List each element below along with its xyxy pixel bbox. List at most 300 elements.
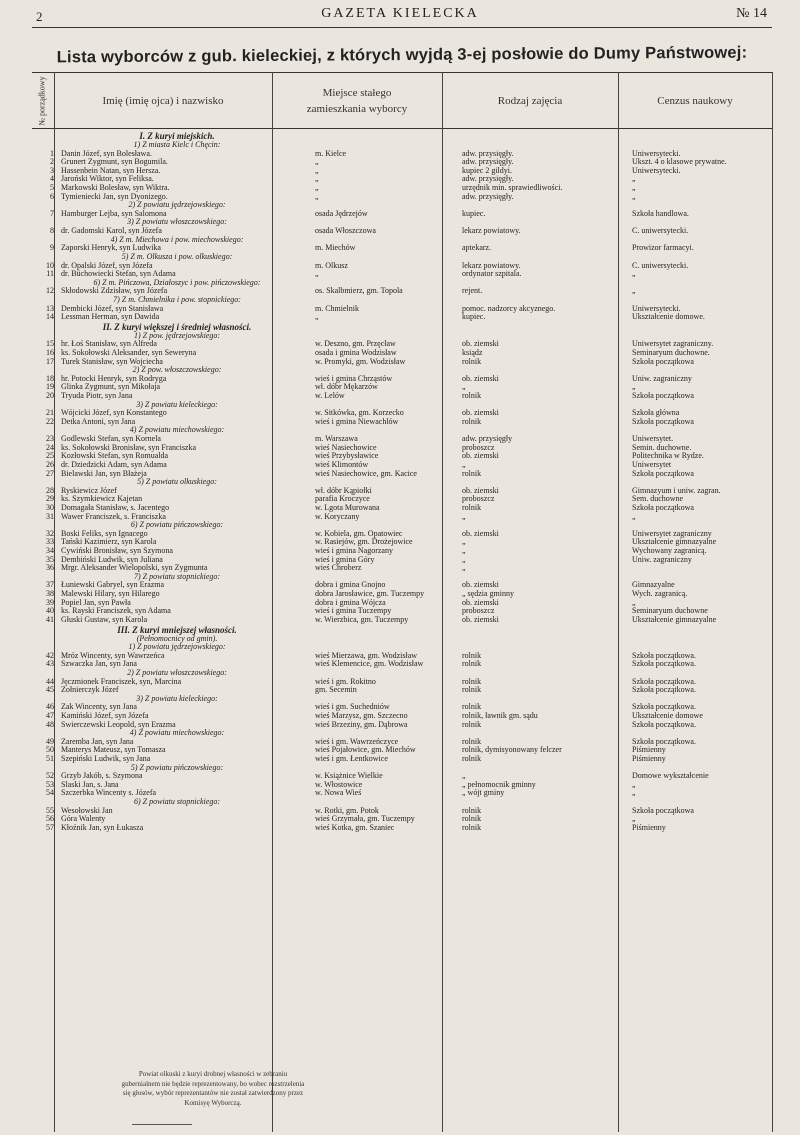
occupation: „ xyxy=(462,460,466,469)
row-number: 4 xyxy=(50,175,54,184)
table-row xyxy=(32,392,772,401)
row-number: 36 xyxy=(46,564,54,573)
occupation: „ xyxy=(462,564,466,573)
occupation: rolnik xyxy=(462,823,482,832)
row-number: 24 xyxy=(46,443,54,452)
elector-name: Tański Kazimierz, syn Karola xyxy=(61,538,157,547)
table-row xyxy=(32,772,772,781)
education: Piśmienny xyxy=(632,746,666,755)
elector-name: hr. Potocki Henryk, syn Rodryga xyxy=(61,374,167,383)
residence: wieś Kotka, gm. Szaniec xyxy=(315,823,395,832)
education: Szkoła początkowa xyxy=(632,806,694,815)
residence: m. Chmielnik xyxy=(315,304,359,313)
heading-text: 3) Z powiatu kieleckiego: xyxy=(136,400,218,409)
subsection-heading xyxy=(32,332,772,341)
elector-name: Ślaski Jan, s. Jana xyxy=(61,780,119,789)
occupation: rolnik xyxy=(462,703,482,712)
subsection-heading xyxy=(32,478,772,487)
row-number: 51 xyxy=(46,755,54,764)
table-row xyxy=(32,556,772,565)
subsection-heading xyxy=(32,236,772,245)
header-occupation: Rodzaj zajęcia xyxy=(497,94,563,107)
residence: wieś Klimontów xyxy=(315,460,369,469)
header-name: Imię (imię ojca) i nazwisko xyxy=(102,94,224,107)
row-number: 23 xyxy=(46,435,54,444)
education: Wych. zagranicą. xyxy=(632,590,688,599)
elector-name: dr. Dziedzicki Adam, syn Adama xyxy=(61,460,167,469)
elector-name: dr. Opalski Józef, syn Józefa xyxy=(61,261,153,270)
heading-text: 6) Z m. Pińczowa, Działoszyc i pow. pińczowskiego: xyxy=(93,277,261,287)
elector-name: Turek Stanisław, syn Wojciecha xyxy=(61,357,163,366)
occupation: „ xyxy=(462,547,466,556)
occupation: rolnik xyxy=(462,417,482,426)
occupation: adw. przysięgły. xyxy=(462,175,514,184)
elector-name: Zaporski Henryk, syn Ludwika xyxy=(61,244,161,253)
row-number: 40 xyxy=(46,607,54,616)
elector-name: ks. Szymkiewicz Kajetan xyxy=(61,495,143,504)
subsection-heading xyxy=(32,279,772,288)
occupation: „ xyxy=(462,772,466,781)
row-number: 52 xyxy=(46,772,54,781)
row-number: 9 xyxy=(50,244,54,253)
education: „ xyxy=(632,598,636,607)
occupation: adw. przysięgły. xyxy=(462,192,514,201)
row-number: 43 xyxy=(46,660,54,669)
table-body xyxy=(32,127,772,1132)
occupation: pomoc. nadzorcy akcyznego. xyxy=(462,304,556,313)
row-number: 2 xyxy=(50,158,54,167)
residence: osada Jędrzejów xyxy=(315,209,368,218)
occupation: rolnik xyxy=(462,677,482,686)
table-rows xyxy=(32,131,772,833)
education: Domowe wykształcenie xyxy=(632,772,709,781)
education: Ukształcenie domowe xyxy=(632,711,703,720)
occupation: ob. ziemski xyxy=(462,374,499,383)
residence: wieś i gmina Nagorzany xyxy=(315,547,393,556)
elector-name: Żak Wincenty, syn Jana xyxy=(61,703,137,712)
table-row xyxy=(32,660,772,669)
table-row xyxy=(32,305,772,314)
heading-text: 7) Z m. Chmielnika i pow. stopnickiego: xyxy=(113,295,241,304)
education: Uniw. zagraniczny xyxy=(632,374,692,383)
residence: wieś i gmina Góry xyxy=(315,555,375,564)
elector-name: Grunert Zygmunt, syn Bogumila. xyxy=(61,158,168,167)
row-number: 16 xyxy=(46,349,54,357)
education: „ xyxy=(632,780,636,789)
table-row xyxy=(32,815,772,824)
row-number: 12 xyxy=(46,287,54,296)
occupation: adw. przysięgły. xyxy=(462,158,514,167)
table-row xyxy=(32,738,772,747)
education: Politechnika w Rydze. xyxy=(632,452,704,461)
occupation: „ xyxy=(462,383,466,392)
residence: w. Koryczany xyxy=(315,512,360,521)
residence: m. Kielce xyxy=(315,149,347,158)
occupation: ordynator szpitala. xyxy=(462,270,522,279)
residence: „ xyxy=(315,175,319,184)
occupation: proboszcz xyxy=(462,443,495,452)
row-number: 47 xyxy=(46,711,54,720)
elector-name: Hassenbein Natan, syn Hersza. xyxy=(61,166,161,175)
residence: w. Promyki, gm. Wodzisław xyxy=(315,357,406,366)
heading-text: 3) Z powiatu włoszczowskiego: xyxy=(127,218,227,227)
table-row xyxy=(32,746,772,755)
occupation: proboszcz xyxy=(462,495,495,504)
occupation: „ xyxy=(462,512,466,521)
heading-text: 6) Z powiatu stopnickiego: xyxy=(134,798,220,807)
table-row xyxy=(32,513,772,522)
table-row xyxy=(32,530,772,539)
education: Uniwersytecki. xyxy=(632,304,681,313)
table-row xyxy=(32,590,772,599)
row-number: 49 xyxy=(46,737,54,746)
row-number: 15 xyxy=(46,340,54,349)
elector-name: Szwaczka Jan, syn Jana xyxy=(61,660,137,669)
residence: wieś i gmina Tuczempy xyxy=(315,607,392,616)
occupation: ob. ziemski xyxy=(462,615,499,624)
occupation: adw. przysięgły xyxy=(462,435,513,444)
occupation: rolnik, dymisyonowany felczer xyxy=(462,746,562,755)
residence: wieś Pojałowice, gm. Miechów xyxy=(315,746,416,755)
occupation: „ xyxy=(462,538,466,547)
row-number: 57 xyxy=(46,823,54,832)
residence: wieś Brzeziny, gm. Dąbrowa xyxy=(315,720,408,729)
row-number: 34 xyxy=(46,547,54,556)
table-row xyxy=(32,193,772,202)
elector-name: Wójcicki Józef, syn Konstantego xyxy=(61,409,167,418)
row-number: 22 xyxy=(46,417,54,426)
elector-name: dr. Büchowiecki Stefan, syn Adama xyxy=(61,270,176,279)
elector-name: Boski Feliks, syn Ignacego xyxy=(61,529,148,538)
row-number: 38 xyxy=(46,590,54,599)
row-number: 28 xyxy=(46,486,54,495)
subsection-heading xyxy=(32,201,772,210)
residence: w. Lgota Murowana xyxy=(315,503,380,512)
header-education: Cenzus naukowy xyxy=(657,94,733,107)
heading-text: 6) Z powiatu pińczowskiego: xyxy=(130,521,224,530)
residence: „ xyxy=(315,166,319,175)
occupation: ob. ziemski xyxy=(462,340,499,349)
elector-name: Dembicki Józef, syn Stanisława xyxy=(61,304,164,313)
education: „ xyxy=(632,512,636,521)
residence: „ xyxy=(315,313,319,322)
elector-name: Głuski Gustaw, syn Karola xyxy=(61,615,148,624)
education: C. uniwersytecki. xyxy=(632,227,689,236)
section-heading xyxy=(32,322,772,332)
table-row xyxy=(32,349,772,358)
education: Ukształcenie domowe. xyxy=(632,313,705,322)
occupation: rolnik xyxy=(462,815,482,824)
row-number: 29 xyxy=(46,495,54,504)
row-number: 17 xyxy=(46,357,54,366)
table-row xyxy=(32,470,772,479)
occupation: lekarz powiatowy. xyxy=(462,227,521,236)
education: Szkoła początkowa. xyxy=(632,703,696,712)
subsection-heading xyxy=(32,141,772,150)
elector-name: ks. Rayski Franciszek, syn Adama xyxy=(61,607,171,616)
elector-name: Detka Antoni, syn Jana xyxy=(61,417,136,426)
heading-text: 3) Z powiatu kieleckiego: xyxy=(136,694,218,703)
occupation: rolnik xyxy=(462,737,482,746)
residence: w. Wierzbica, gm. Tuczempy xyxy=(315,615,409,624)
residence: wieś i gm. Rokitno xyxy=(315,677,376,686)
residence: wł. dóbr Kąpiołki xyxy=(315,486,372,495)
table-row xyxy=(32,358,772,367)
occupation: rolnik xyxy=(462,806,482,815)
col-divider xyxy=(772,72,773,1132)
education: „ xyxy=(632,287,636,296)
elector-name: Jęczmionek Franciszek, syn, Marcina xyxy=(61,677,182,686)
row-number: 21 xyxy=(46,409,54,418)
elector-name: Wesołowski Jan xyxy=(61,806,113,815)
elector-name: Szepiński Ludwik, syn Jana xyxy=(61,755,151,764)
education: Szkoła początkowa. xyxy=(632,720,696,729)
elector-name: Danin Józef, syn Bolesława. xyxy=(61,149,152,158)
row-number: 8 xyxy=(50,227,54,236)
elector-name: Lessman Herman, syn Dawida xyxy=(61,313,160,322)
education: Prowizor farmacyi. xyxy=(632,244,694,253)
occupation: kupiec. xyxy=(462,313,486,322)
row-number: 3 xyxy=(50,166,54,175)
education: Uniwersytecki. xyxy=(632,149,681,158)
residence: w. Nowa Wieś xyxy=(315,789,362,798)
row-number: 14 xyxy=(46,313,54,322)
header-place: Miejsce stałego zamieszkania wyborcy xyxy=(306,86,408,115)
row-number: 10 xyxy=(46,261,54,270)
education: Szkoła początkowa xyxy=(632,357,694,366)
elector-name: Malewski Hilary, syn Hilarego xyxy=(61,590,160,599)
residence: m. Miechów xyxy=(315,244,356,253)
row-number: 6 xyxy=(50,192,54,201)
residence: wieś i gm. Suchedniów xyxy=(315,703,390,712)
table-row xyxy=(32,227,772,236)
table-row xyxy=(32,313,772,322)
footnote-rule xyxy=(132,1124,192,1125)
elector-name: Zaremba Jan, syn Jana xyxy=(61,737,134,746)
row-number: 19 xyxy=(46,383,54,392)
occupation: rolnik xyxy=(462,720,482,729)
occupation: kupiec. xyxy=(462,209,486,218)
education: Szkoła początkowa. xyxy=(632,651,696,660)
row-number: 41 xyxy=(46,615,54,624)
elector-name: Szczerbka Wincenty s. Józefa xyxy=(61,789,157,798)
heading-text: 4) Z m. Miechowa i pow. miechowskiego: xyxy=(110,235,244,244)
subsection-heading xyxy=(32,366,772,375)
row-number: 42 xyxy=(46,651,54,660)
table-row xyxy=(32,599,772,608)
elector-name: Bielawski Jan, syn Błażeja xyxy=(61,469,147,478)
row-number: 20 xyxy=(46,392,54,401)
elector-name: Domagała Stanisław, s. Jacentego xyxy=(61,503,170,512)
subsection-heading xyxy=(32,218,772,227)
elector-name: Hamburger Lejba, syn Salomona xyxy=(61,209,167,218)
occupation: ob. ziemski xyxy=(462,581,499,590)
education: Wychowany zagranicą. xyxy=(632,547,707,556)
table-row xyxy=(32,564,772,573)
table-row xyxy=(32,712,772,721)
residence: w. Rasiejów, gm. Drożejowice xyxy=(315,538,413,547)
subsection-heading xyxy=(32,253,772,262)
education: Ukszt. 4 o klasowe prywatne. xyxy=(632,158,727,167)
education: „ xyxy=(632,184,636,193)
subsection-heading xyxy=(32,669,772,678)
education: Szkoła główna xyxy=(632,409,680,418)
row-number: 30 xyxy=(46,503,54,512)
residence: wieś Mierzawa, gm. Wodzisław xyxy=(315,651,418,660)
row-number: 53 xyxy=(46,780,54,789)
residence: dobra Jarosławice, gm. Tuczempy xyxy=(315,590,425,599)
education: Seminaryum duchowne xyxy=(632,607,708,616)
heading-text: 2) Z pow. włoszczowskiego: xyxy=(132,366,222,375)
education: Szkoła handlowa. xyxy=(632,209,689,218)
table-row xyxy=(32,150,772,159)
residence: w. Kobiela, gm. Opatowiec xyxy=(315,529,403,538)
section-heading xyxy=(32,625,772,635)
education: Szkoła początkowa. xyxy=(632,686,696,695)
occupation: rolnik xyxy=(462,357,482,366)
education: „ xyxy=(632,175,636,184)
education: Uniwersytet xyxy=(632,460,672,469)
row-number: 39 xyxy=(46,598,54,607)
residence: parafia Kroczyce xyxy=(315,495,370,504)
residence: wieś i gm. Wawrzeńczyce xyxy=(315,737,399,746)
row-number: 13 xyxy=(46,304,54,313)
row-number: 5 xyxy=(50,184,54,193)
table-row xyxy=(32,167,772,176)
row-number: 44 xyxy=(46,677,54,686)
elector-name: Popiel Jan, syn Pawła xyxy=(61,598,131,607)
elector-name: Góra Walenty xyxy=(61,815,106,824)
education: Szkoła początkowa xyxy=(632,503,694,512)
elector-name: Cywiński Bronisław, syn Szymona xyxy=(61,547,173,556)
row-number: 46 xyxy=(46,703,54,712)
education: Seminaryum duchowne. xyxy=(632,349,710,357)
occupation: kupiec 2 gildyi. xyxy=(462,166,512,175)
subsection-heading xyxy=(32,798,772,807)
residence: wieś Przybysławice xyxy=(315,452,379,461)
table-row xyxy=(32,418,772,427)
elector-name: Skłodowski Zdzisław, syn Józefa xyxy=(61,287,168,296)
residence: wieś Marzysz, gm. Szczecno xyxy=(315,711,408,720)
table-row xyxy=(32,678,772,687)
table-row xyxy=(32,409,772,418)
residence: m. Olkusz xyxy=(315,261,348,270)
table-row xyxy=(32,435,772,444)
residence: wieś Klemencice, gm. Wodzisław xyxy=(315,660,424,669)
occupation: ob. ziemski xyxy=(462,529,499,538)
residence: wieś i gm. Łentkowice xyxy=(315,755,388,764)
education: Ukształcenie gimnazyalne xyxy=(632,538,717,547)
occupation: lekarz powiatowy. xyxy=(462,261,521,270)
table-row xyxy=(32,262,772,271)
education: Piśmienny xyxy=(632,755,666,764)
education: Szkoła początkowa. xyxy=(632,660,696,669)
elector-name: Godlewski Stefan, syn Kornela xyxy=(61,435,161,444)
education: Szkoła początkowa xyxy=(632,392,694,401)
table-row xyxy=(32,789,772,798)
residence: w. Lelów xyxy=(315,392,345,401)
heading-text: III. Z kuryi mniejszej własności. xyxy=(117,624,237,635)
table-row xyxy=(32,244,772,253)
row-number: 25 xyxy=(46,452,54,461)
table-row xyxy=(32,444,772,453)
row-number: 55 xyxy=(46,806,54,815)
education: Gimnazyum i uniw. zagran. xyxy=(632,486,721,495)
row-number: 37 xyxy=(46,581,54,590)
occupation: ob. ziemski xyxy=(462,409,499,418)
table-row xyxy=(32,210,772,219)
table-row xyxy=(32,383,772,392)
table-row xyxy=(32,607,772,616)
table-header xyxy=(32,72,772,129)
table-row xyxy=(32,504,772,513)
row-number: 48 xyxy=(46,720,54,729)
table-row xyxy=(32,287,772,296)
occupation: ob. ziemski xyxy=(462,452,499,461)
residence: osada i gmina Wodzisław xyxy=(315,349,397,357)
table-row xyxy=(32,755,772,764)
heading-text: 1) Z powiatu jędrzejowskiego: xyxy=(128,643,226,652)
table-row xyxy=(32,721,772,730)
table-row xyxy=(32,781,772,790)
education: Uniwersytet zagraniczny. xyxy=(632,340,714,349)
elector-name: Ryskiewicz Józef xyxy=(61,486,117,495)
residence: wieś Chroberz xyxy=(315,564,362,573)
education: Szkoła początkowa. xyxy=(632,677,696,686)
elector-name: Glinka Zygmunt, syn Mikołaja xyxy=(61,383,161,392)
education: Uniwersytet. xyxy=(632,435,674,444)
education: „ xyxy=(632,815,636,824)
occupation: ksiądz xyxy=(462,349,483,357)
residence: m. Warszawa xyxy=(315,435,358,444)
heading-text: 4) Z powiatu miechowskiego: xyxy=(129,426,225,435)
subsection-heading xyxy=(32,635,772,644)
elector-name: ks. Sokołowski Aleksander, syn Seweryna xyxy=(61,349,197,357)
page-title: Lista wyborców z gub. kieleckiej, z których wyjdą 3-ej posłowie do Dumy Państwowej: xyxy=(56,43,748,67)
subsection-heading xyxy=(32,401,772,410)
table-row xyxy=(32,616,772,625)
occupation: urzędnik min. sprawiedliwości. xyxy=(462,184,563,193)
residence: w. Sitkówka, gm. Korzecko xyxy=(315,409,404,418)
subsection-heading xyxy=(32,643,772,652)
elector-name: Tymieniecki Jan, syn Dyonizego. xyxy=(61,192,168,201)
education: Semin. duchowne. xyxy=(632,443,692,452)
residence: „ xyxy=(315,158,319,167)
residence: „ xyxy=(315,270,319,279)
heading-text: 1) Z pow. jędrzejowskiego: xyxy=(133,331,221,340)
subsection-heading xyxy=(32,426,772,435)
row-number: 26 xyxy=(46,460,54,469)
row-number: 27 xyxy=(46,469,54,478)
occupation: aptekarz. xyxy=(462,244,492,253)
elector-name: Grzyb Jakób, s. Szymona xyxy=(61,772,143,781)
heading-text: 5) Z powiatu pińczowskiego: xyxy=(130,763,224,772)
heading-text: 7) Z powiatu stopnickiego: xyxy=(134,572,220,581)
education: Gimnazyalne xyxy=(632,581,675,590)
residence: wieś Nasiechowice, gm. Kacice xyxy=(315,469,417,478)
residence: osada Włoszczowa xyxy=(315,227,376,236)
education: Szkoła początkowa. xyxy=(632,737,696,746)
header-number: № porządkowy xyxy=(38,75,47,126)
education: Uniwersytet zagraniczny xyxy=(632,529,712,538)
elector-name: Tryuda Piotr, syn Jana xyxy=(61,392,133,401)
residence: w. Książnice Wielkie xyxy=(315,772,383,781)
row-number: 18 xyxy=(46,374,54,383)
education: „ xyxy=(632,789,636,798)
residence: wieś Grzymała, gm. Tuczempy xyxy=(315,815,415,824)
heading-text: 5) Z powiatu olkuskiego: xyxy=(137,478,217,487)
occupation: rolnik xyxy=(462,660,482,669)
